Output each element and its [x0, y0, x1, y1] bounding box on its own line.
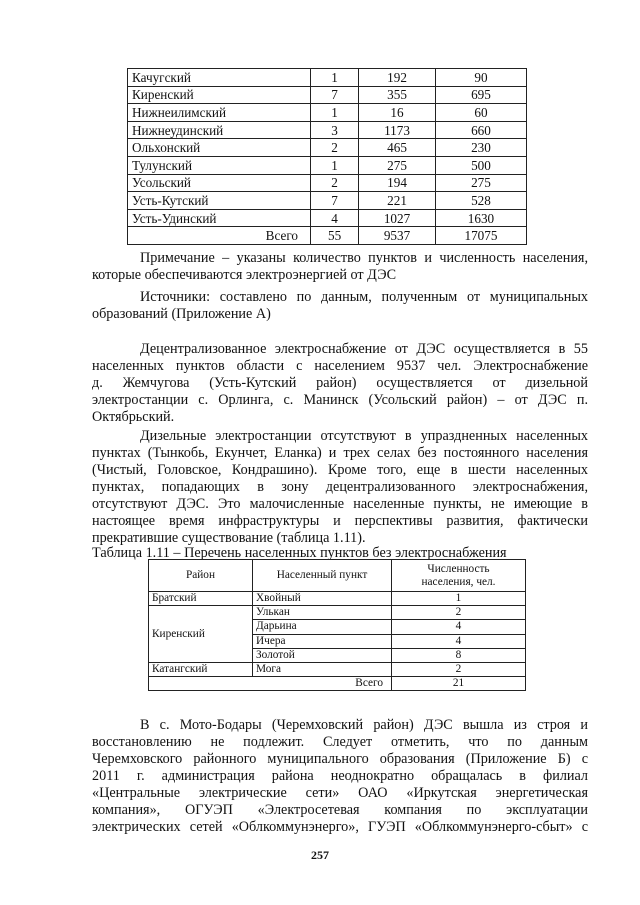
total-population: 17075	[435, 227, 526, 245]
header-population	[392, 560, 526, 592]
district-cell: Усольский	[128, 174, 311, 192]
des-settlements-table	[127, 68, 527, 245]
population-cell: 500	[435, 156, 526, 174]
points-cell: 7	[311, 86, 359, 104]
header-population-line-2: населения, чел.	[421, 575, 496, 588]
points-cell: 1	[311, 156, 359, 174]
table-row	[128, 121, 527, 139]
population-cell: 90	[435, 69, 526, 87]
population-cell: 2	[392, 606, 526, 620]
district-cell: Тулунский	[128, 156, 311, 174]
total-row	[149, 677, 526, 691]
district-cell: Усть-Кутский	[128, 192, 311, 210]
page-number: 257	[311, 848, 329, 862]
sources-line-1: Источники: составлено по данным, полученным от муниципальных	[140, 289, 588, 305]
sources-line-2: образований (Приложение А)	[92, 306, 271, 322]
paragraph-2-line-4: пунктах, попадающих в зону децентрализованного электроснабжения,	[92, 479, 588, 495]
population-des-cell: 192	[359, 69, 436, 87]
population-cell: 695	[435, 86, 526, 104]
settlement-cell: Улькан	[253, 606, 392, 620]
points-cell: 1	[311, 69, 359, 87]
settlement-cell: Ичера	[253, 634, 392, 648]
paragraph-2-line-3: (Чистый, Головское, Кондрашино). Кроме того, еще в шести населенных	[92, 462, 588, 478]
settlement-cell: Дарьина	[253, 620, 392, 634]
table-row	[128, 156, 527, 174]
district-cell: Катангский	[149, 662, 253, 676]
header-settlement: Населенный пункт	[253, 560, 392, 592]
paragraph-2-line-5: отсутствуют ДЭС. Это малочисленные населенные пункты, не имеющие в	[92, 496, 588, 512]
district-cell: Киренский	[149, 606, 253, 663]
paragraph-2-line-1: Дизельные электростанции отсутствуют в упраздненных населенных	[140, 428, 588, 444]
paragraph-3-line-3: Черемховского районного муниципального образования (Приложение Б) с	[92, 751, 588, 767]
paragraph-2-line-2: пунктах (Тынкобь, Екунчет, Еланка) и трех селах без постоянного населения	[92, 445, 588, 461]
population-des-cell: 221	[359, 192, 436, 210]
population-des-cell: 355	[359, 86, 436, 104]
paragraph-3-line-5: «Центральные электрические сети» ОАО «Иркутская энергетическая	[92, 785, 588, 801]
settlement-cell: Хвойный	[253, 592, 392, 606]
note-line-1: Примечание – указаны количество пунктов и численность населения,	[140, 250, 588, 266]
settlement-cell: Мога	[253, 662, 392, 676]
points-cell: 7	[311, 192, 359, 210]
points-cell: 2	[311, 139, 359, 157]
population-cell: 660	[435, 121, 526, 139]
paragraph-1-line-3: д. Жемчугова (Усть-Кутский район) осуществляется от дизельной	[92, 375, 588, 391]
population-cell: 230	[435, 139, 526, 157]
table-row	[128, 209, 527, 227]
total-label: Всего	[128, 227, 311, 245]
population-cell: 2	[392, 662, 526, 676]
points-cell: 3	[311, 121, 359, 139]
district-cell: Нижнеудинский	[128, 121, 311, 139]
population-cell: 60	[435, 104, 526, 122]
population-cell: 8	[392, 648, 526, 662]
paragraph-1-line-1: Децентрализованное электроснабжение от ДЭС осуществляется в 55	[140, 341, 588, 357]
district-cell: Киренский	[128, 86, 311, 104]
table-row	[128, 104, 527, 122]
population-des-cell: 194	[359, 174, 436, 192]
table-row	[128, 86, 527, 104]
table-row	[128, 139, 527, 157]
population-cell: 528	[435, 192, 526, 210]
district-cell: Качугский	[128, 69, 311, 87]
paragraph-1-line-4: электростанции с. Орлинга, с. Манинск (Усольский район) – от ДЭС п.	[92, 392, 588, 408]
population-cell: 4	[392, 620, 526, 634]
points-cell: 4	[311, 209, 359, 227]
table-caption: Таблица 1.11 – Перечень населенных пунктов без электроснабжения	[92, 545, 507, 561]
population-des-cell: 16	[359, 104, 436, 122]
paragraph-3-line-2: восстановлению не подлежит. Следует отметить, что по данным	[92, 734, 588, 750]
total-population-des: 9537	[359, 227, 436, 245]
district-cell: Братский	[149, 592, 253, 606]
points-cell: 1	[311, 104, 359, 122]
population-des-cell: 1173	[359, 121, 436, 139]
population-des-cell: 1027	[359, 209, 436, 227]
population-cell: 4	[392, 634, 526, 648]
district-cell: Усть-Удинский	[128, 209, 311, 227]
table-row	[128, 192, 527, 210]
total-label: Всего	[149, 677, 392, 691]
settlement-cell: Золотой	[253, 648, 392, 662]
paragraph-2-line-6: настоящее время инфраструктуры и перспективы развития, фактически	[92, 513, 588, 529]
population-des-cell: 465	[359, 139, 436, 157]
points-cell: 2	[311, 174, 359, 192]
settlements-without-power-table	[148, 559, 526, 691]
district-cell: Нижнеилимский	[128, 104, 311, 122]
table-row	[149, 592, 526, 606]
population-des-cell: 275	[359, 156, 436, 174]
population-cell: 1	[392, 592, 526, 606]
paragraph-3-line-7: электрических сетей «Облкоммунэнерго», ГУЭП «Облкоммунэнерго-сбыт» с	[92, 819, 588, 835]
paragraph-3-line-4: 2011 г. администрация района неоднократно обращалась в филиал	[92, 768, 588, 784]
paragraph-1-line-2: населенных пунктов области с населением 9537 чел. Электроснабжение	[92, 358, 588, 374]
total-row	[128, 227, 527, 245]
total-population: 21	[392, 677, 526, 691]
paragraph-3-line-6: компания», ОГУЭП «Электросетевая компания по эксплуатации	[92, 802, 588, 818]
note-line-2: которые обеспечиваются электроэнергией от ДЭС	[92, 267, 397, 283]
table-row	[128, 69, 527, 87]
header-district: Район	[149, 560, 253, 592]
table-row	[128, 174, 527, 192]
district-cell: Ольхонский	[128, 139, 311, 157]
table-row	[149, 662, 526, 676]
paragraph-1-line-5: Октябрьский.	[92, 409, 175, 425]
header-population-line-1: Численность	[427, 562, 490, 575]
table-header-row	[149, 560, 526, 592]
population-cell: 1630	[435, 209, 526, 227]
population-cell: 275	[435, 174, 526, 192]
table-row	[149, 606, 526, 620]
paragraph-3-line-1: В с. Мото-Бодары (Черемховский район) ДЭС вышла из строя и	[140, 717, 588, 733]
paragraph-2-line-7: прекратившие существование (таблица 1.11).	[92, 530, 366, 546]
total-points: 55	[311, 227, 359, 245]
